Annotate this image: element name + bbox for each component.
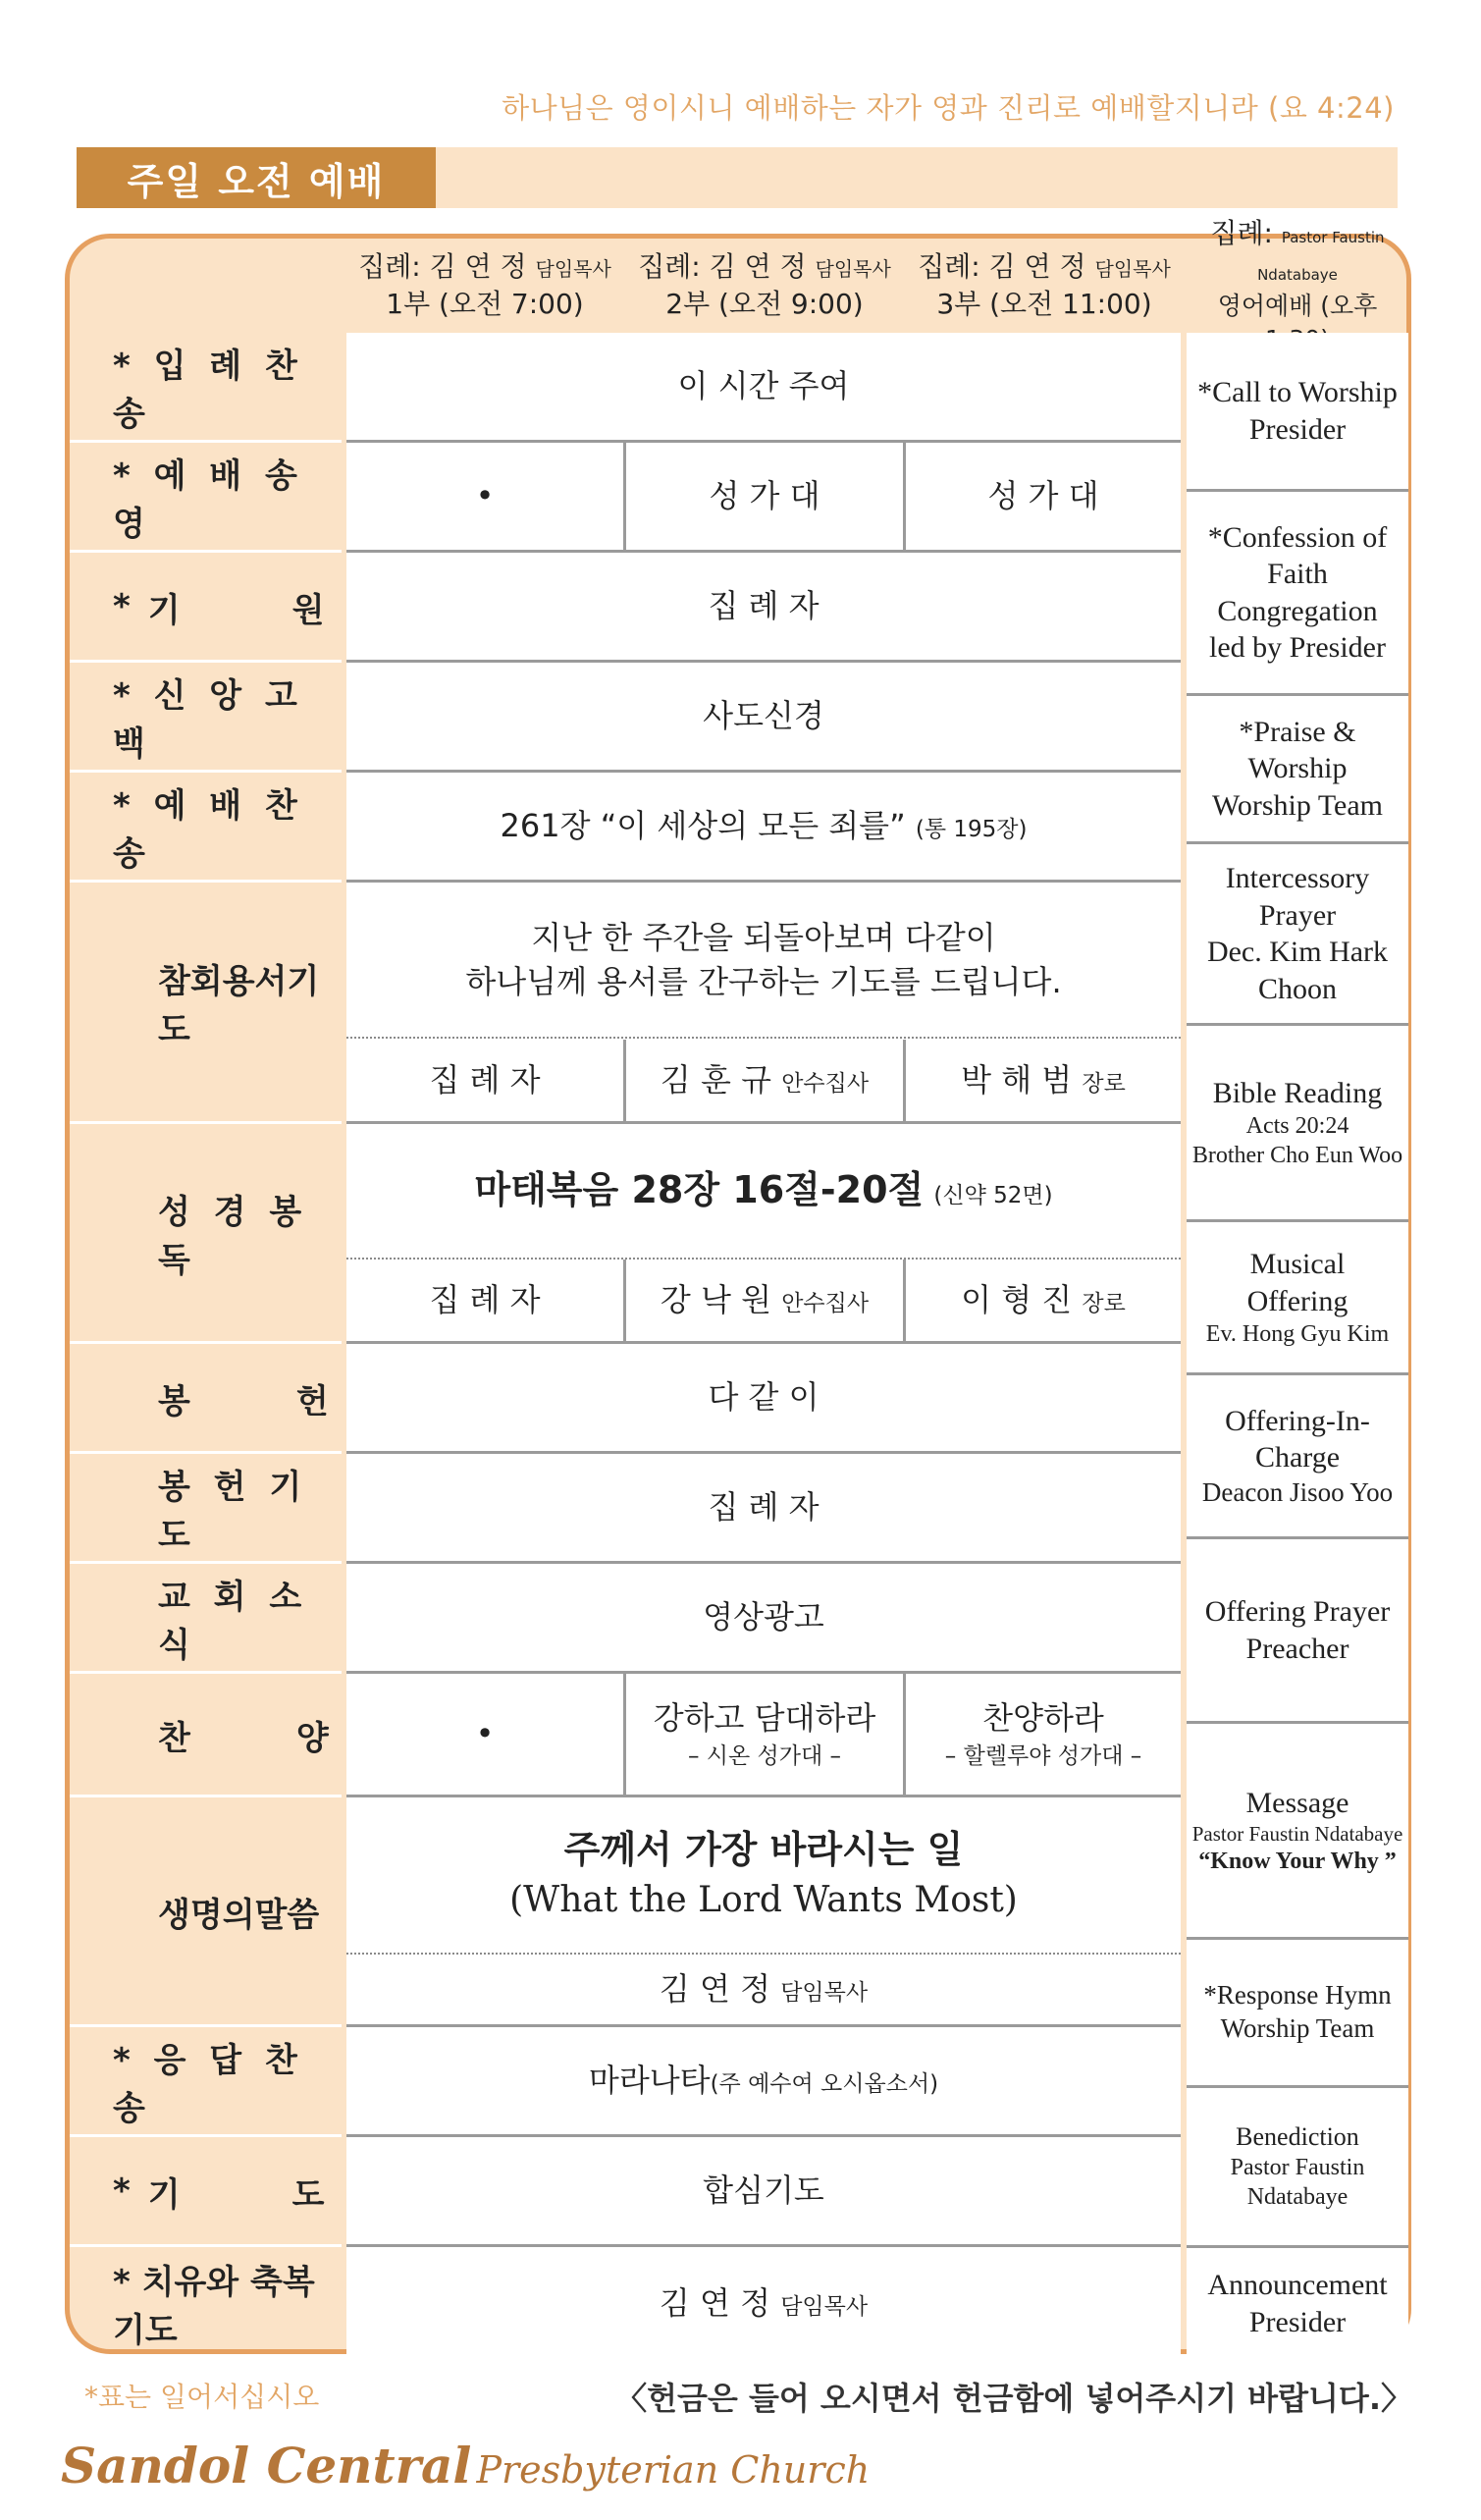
standing-note: *표는 일어서십시오 bbox=[84, 2381, 320, 2413]
creed-value: 사도신경 bbox=[703, 697, 824, 735]
label-creed: * 신 앙 고 백 bbox=[113, 676, 303, 764]
english-bible-reading: Bible Reading Acts 20:24 Brother Cho Eun Woo bbox=[1191, 1076, 1403, 1169]
label-offering: 봉 헌 bbox=[158, 1381, 329, 1421]
label-worship-hymn: * 예 배 찬 송 bbox=[113, 786, 303, 874]
scripture-reader-service-3: 이 형 진 장로 bbox=[961, 1281, 1126, 1319]
prayer-value: 합심기도 bbox=[703, 2171, 824, 2210]
scripture-reader-service-2: 강 낙 원 안수집사 bbox=[660, 1281, 870, 1319]
scripture-reader-service-1: 집 례 자 bbox=[429, 1281, 541, 1319]
label-scripture-reading: 성 경 봉 독 bbox=[158, 1193, 308, 1280]
label-response-hymn: * 응 답 찬 송 bbox=[113, 2041, 303, 2128]
english-offering-in-charge: Offering-In- Charge Deacon Jisoo Yoo bbox=[1201, 1404, 1394, 1507]
confession-prayer-text: 지난 한 주간을 되돌아보며 다같이 하나님께 용서를 간구하는 기도를 드립니다. bbox=[465, 918, 1062, 1000]
confession-leader-service-3: 박 해 범 장로 bbox=[961, 1061, 1126, 1099]
label-prayer: * 기 도 bbox=[113, 2171, 331, 2215]
scripture-verse: 하나님은 영이시니 예배하는 자가 영과 진리로 예배할지니라 (요 4:24) bbox=[502, 91, 1395, 125]
anthem-service-2: 강하고 담대하라 – 시온 성가대 – bbox=[653, 1699, 876, 1769]
announcements-value: 영상광고 bbox=[703, 1598, 824, 1636]
label-anthem: 찬 양 bbox=[158, 1718, 329, 1758]
doxology-service-1: • bbox=[475, 477, 495, 515]
label-offering-prayer: 봉 헌 기 도 bbox=[158, 1468, 308, 1555]
entrance-hymn-value: 이 시간 주여 bbox=[677, 367, 850, 405]
scripture-passage: 마태복음 28장 16절-20절 (신약 52면) bbox=[474, 1168, 1053, 1212]
english-confession-of-faith: *Confession of Faith Congregation led by Presider bbox=[1207, 520, 1388, 664]
header-english-service: 집례: Pastor Faustin Ndatabaye 영어예배 (오후 bbox=[1210, 217, 1385, 321]
confession-leader-service-1: 집 례 자 bbox=[429, 1061, 541, 1099]
response-hymn-value: 마라나타(주 예수여 오시옵소서) bbox=[588, 2062, 939, 2100]
offering-prayer-value: 집 례 자 bbox=[708, 1488, 820, 1527]
label-doxology: * 예 배 송 영 bbox=[113, 456, 303, 544]
english-response-hymn: *Response Hymn Worship Team bbox=[1203, 1980, 1392, 2043]
section-title: 주일 오전 예배 bbox=[77, 147, 436, 208]
label-announcements: 교 회 소 식 bbox=[158, 1578, 308, 1665]
english-benediction: Benediction Pastor Faustin Ndatabaye bbox=[1230, 2121, 1365, 2211]
label-entrance-hymn: * 입 례 찬 송 bbox=[113, 347, 303, 434]
english-announcement: Announcement Presider bbox=[1207, 2269, 1388, 2338]
church-name-logo: Sandol Central Presbyterian Church bbox=[61, 2437, 871, 2494]
label-sermon: 생명의말씀 bbox=[158, 1895, 320, 1935]
benediction-value: 김 연 정 담임목사 bbox=[659, 2283, 869, 2322]
header-service-2: 집례: 김 연 정 담임목사 2부 (오전 9:00) bbox=[638, 250, 891, 320]
english-message: Message Pastor Faustin Ndatabaye “Know Your Why ” bbox=[1191, 1786, 1403, 1875]
order-of-worship-table bbox=[65, 217, 1411, 2354]
doxology-service-3: 성 가 대 bbox=[987, 477, 1099, 515]
english-offering-prayer: Offering Prayer Preacher bbox=[1204, 1595, 1391, 1665]
english-intercessory-prayer: Intercessory Prayer Dec. Kim Hark Choon bbox=[1206, 862, 1389, 1005]
header-service-3: 집례: 김 연 정 담임목사 3부 (오전 11:00) bbox=[918, 250, 1171, 320]
offering-note: 〈헌금은 들어 오시면서 헌금함에 넣어주시기 바랍니다.〉 bbox=[615, 2380, 1412, 2417]
label-invocation: * 기 원 bbox=[113, 587, 331, 630]
english-call-to-worship: *Call to Worship Presider bbox=[1197, 376, 1398, 446]
label-benediction: * 치유와 축복기도 bbox=[113, 2263, 315, 2350]
english-praise-worship: *Praise & Worship Worship Team bbox=[1211, 715, 1384, 822]
anthem-service-1: • bbox=[475, 1715, 495, 1753]
english-musical-offering: Musical Offering Ev. Hong Gyu Kim bbox=[1205, 1248, 1390, 1347]
sermon-preacher: 김 연 정 담임목사 bbox=[659, 1970, 869, 2009]
offering-value: 다 같 이 bbox=[708, 1378, 820, 1417]
doxology-service-2: 성 가 대 bbox=[709, 477, 820, 515]
sermon-title: 주께서 가장 바라시는 일 (What the Lord Wants Most) bbox=[509, 1828, 1018, 1921]
worship-hymn-value: 261장 “이 세상의 모든 죄를” (통 195장) bbox=[500, 807, 1028, 845]
anthem-service-3: 찬양하라 – 할렐루야 성가대 – bbox=[944, 1699, 1142, 1769]
korean-services-panel bbox=[346, 333, 1181, 2359]
english-service-panel bbox=[1187, 333, 1408, 2359]
label-confession-prayer: 참회용서기도 bbox=[158, 962, 320, 1049]
invocation-value: 집 례 자 bbox=[708, 587, 820, 625]
header-service-1: 집례: 김 연 정 담임목사 1부 (오전 7:00) bbox=[358, 250, 611, 320]
confession-leader-service-2: 김 훈 규 안수집사 bbox=[660, 1061, 870, 1099]
